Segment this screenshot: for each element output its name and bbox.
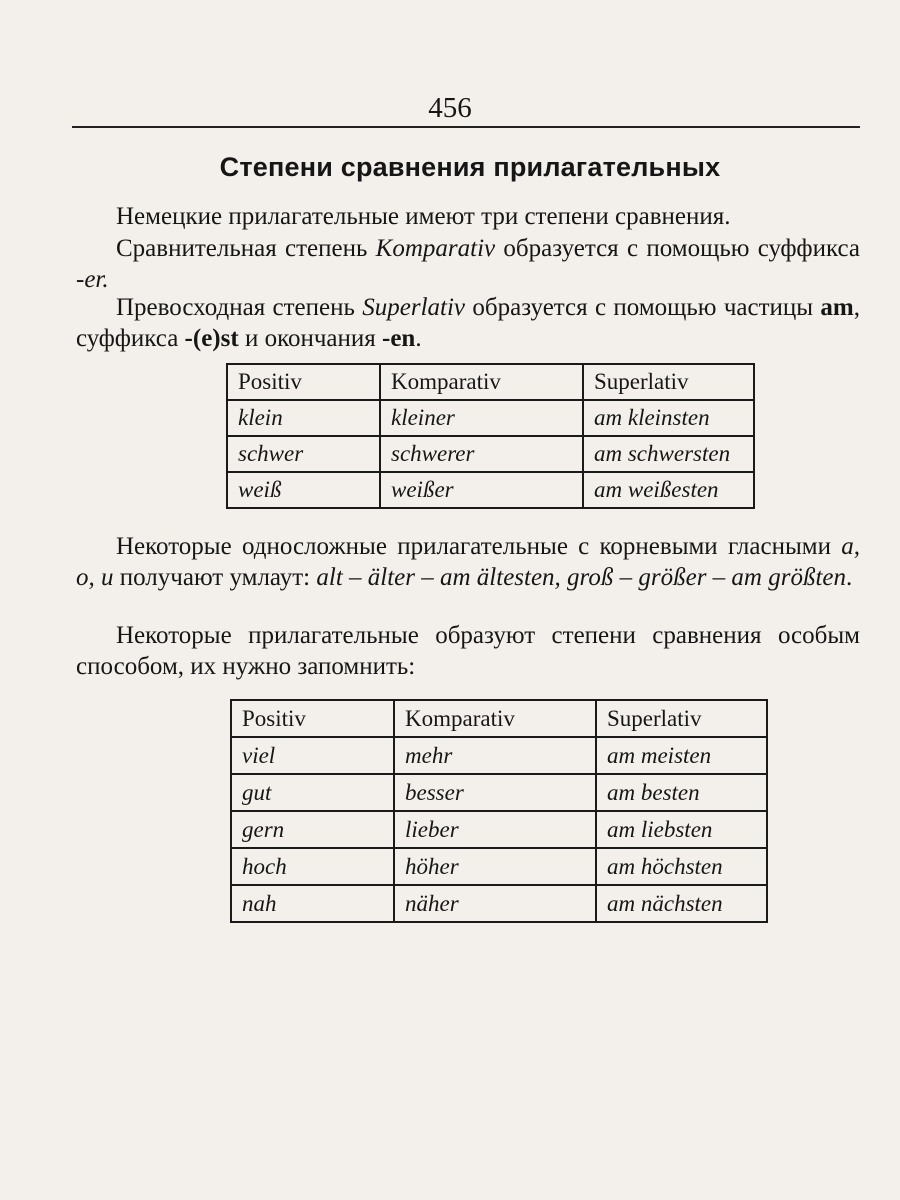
table-cell: hoch bbox=[231, 848, 394, 885]
table-header-cell: Komparativ bbox=[380, 364, 583, 400]
text-run: образуется с помощью частицы bbox=[465, 294, 821, 321]
table-header-row bbox=[231, 700, 767, 737]
table-cell: klein bbox=[227, 400, 380, 436]
table-header-cell: Superlativ bbox=[596, 700, 767, 737]
particle-am: am bbox=[820, 294, 854, 321]
table-header-cell: Positiv bbox=[227, 364, 380, 400]
table-cell: am meisten bbox=[596, 737, 767, 774]
page-number: 456 bbox=[428, 92, 472, 124]
table-header-cell: Komparativ bbox=[394, 700, 596, 737]
table-cell: höher bbox=[394, 848, 596, 885]
paragraph-intro: Немецкие прилагательные имеют три степени сравнения. bbox=[116, 203, 731, 230]
table-cell: gut bbox=[231, 774, 394, 811]
table-cell: weiß bbox=[227, 472, 380, 508]
term-superlativ: Superlativ bbox=[362, 294, 466, 321]
table-cell: lieber bbox=[394, 811, 596, 848]
text-run: . bbox=[846, 564, 853, 591]
table-row bbox=[231, 811, 767, 848]
comparison-table-irregular bbox=[230, 699, 768, 923]
table-cell: kleiner bbox=[380, 400, 583, 436]
table-cell: weißer bbox=[380, 472, 583, 508]
section-heading: Степени сравнения прилагательных bbox=[219, 152, 721, 182]
table-cell: viel bbox=[231, 737, 394, 774]
term-komparativ: Komparativ bbox=[375, 235, 496, 262]
root-vowels: a, o, u bbox=[76, 533, 860, 591]
table-cell: am weißesten bbox=[583, 472, 754, 508]
table-header-row bbox=[227, 364, 754, 400]
paragraph-superlativ bbox=[76, 292, 860, 354]
table-row bbox=[231, 885, 767, 922]
table-cell: gern bbox=[231, 811, 394, 848]
table-cell: besser bbox=[394, 774, 596, 811]
table-cell: am schwersten bbox=[583, 436, 754, 472]
text-run: образуется с помощью суффикса bbox=[495, 235, 860, 262]
text-run: и окончания bbox=[238, 325, 382, 352]
paragraph-umlaut bbox=[76, 531, 860, 593]
table-row bbox=[227, 472, 754, 508]
table-header-cell: Superlativ bbox=[583, 364, 754, 400]
text-run: , суффикса bbox=[76, 294, 860, 352]
table-cell: schwerer bbox=[380, 436, 583, 472]
table-cell: am besten bbox=[596, 774, 767, 811]
table-cell: näher bbox=[394, 885, 596, 922]
table-cell: nah bbox=[231, 885, 394, 922]
paragraph-komparativ bbox=[76, 233, 860, 295]
text-run: Некоторые односложные прилагательные с корневыми гласными bbox=[116, 533, 842, 560]
table-cell: schwer bbox=[227, 436, 380, 472]
table-row bbox=[231, 774, 767, 811]
umlaut-examples: alt – älter – am ältesten, groß – größer – am größten bbox=[316, 564, 846, 591]
table-cell: am höchsten bbox=[596, 848, 767, 885]
suffix-est: -(e)st bbox=[184, 325, 239, 352]
table-cell: mehr bbox=[394, 737, 596, 774]
text-run: получают умлаут: bbox=[113, 564, 317, 591]
paragraph-irregular: Некоторые прилагательные образуют степени сравнения особым способом, их нужно запомнить: bbox=[76, 622, 860, 680]
suffix-er: -er. bbox=[76, 266, 109, 293]
comparison-table-regular bbox=[226, 363, 755, 509]
table-row bbox=[227, 436, 754, 472]
text-run: Сравнительная степень bbox=[116, 235, 376, 262]
table-cell: am kleinsten bbox=[583, 400, 754, 436]
table-row bbox=[227, 400, 754, 436]
table-header-cell: Positiv bbox=[231, 700, 394, 737]
text-run: . bbox=[415, 325, 422, 352]
table-row bbox=[231, 737, 767, 774]
table-cell: am liebsten bbox=[596, 811, 767, 848]
header-rule bbox=[72, 126, 860, 128]
ending-en: -en bbox=[382, 325, 416, 352]
text-run: Превосходная степень bbox=[116, 294, 363, 321]
table-cell: am nächsten bbox=[596, 885, 767, 922]
table-row bbox=[231, 848, 767, 885]
